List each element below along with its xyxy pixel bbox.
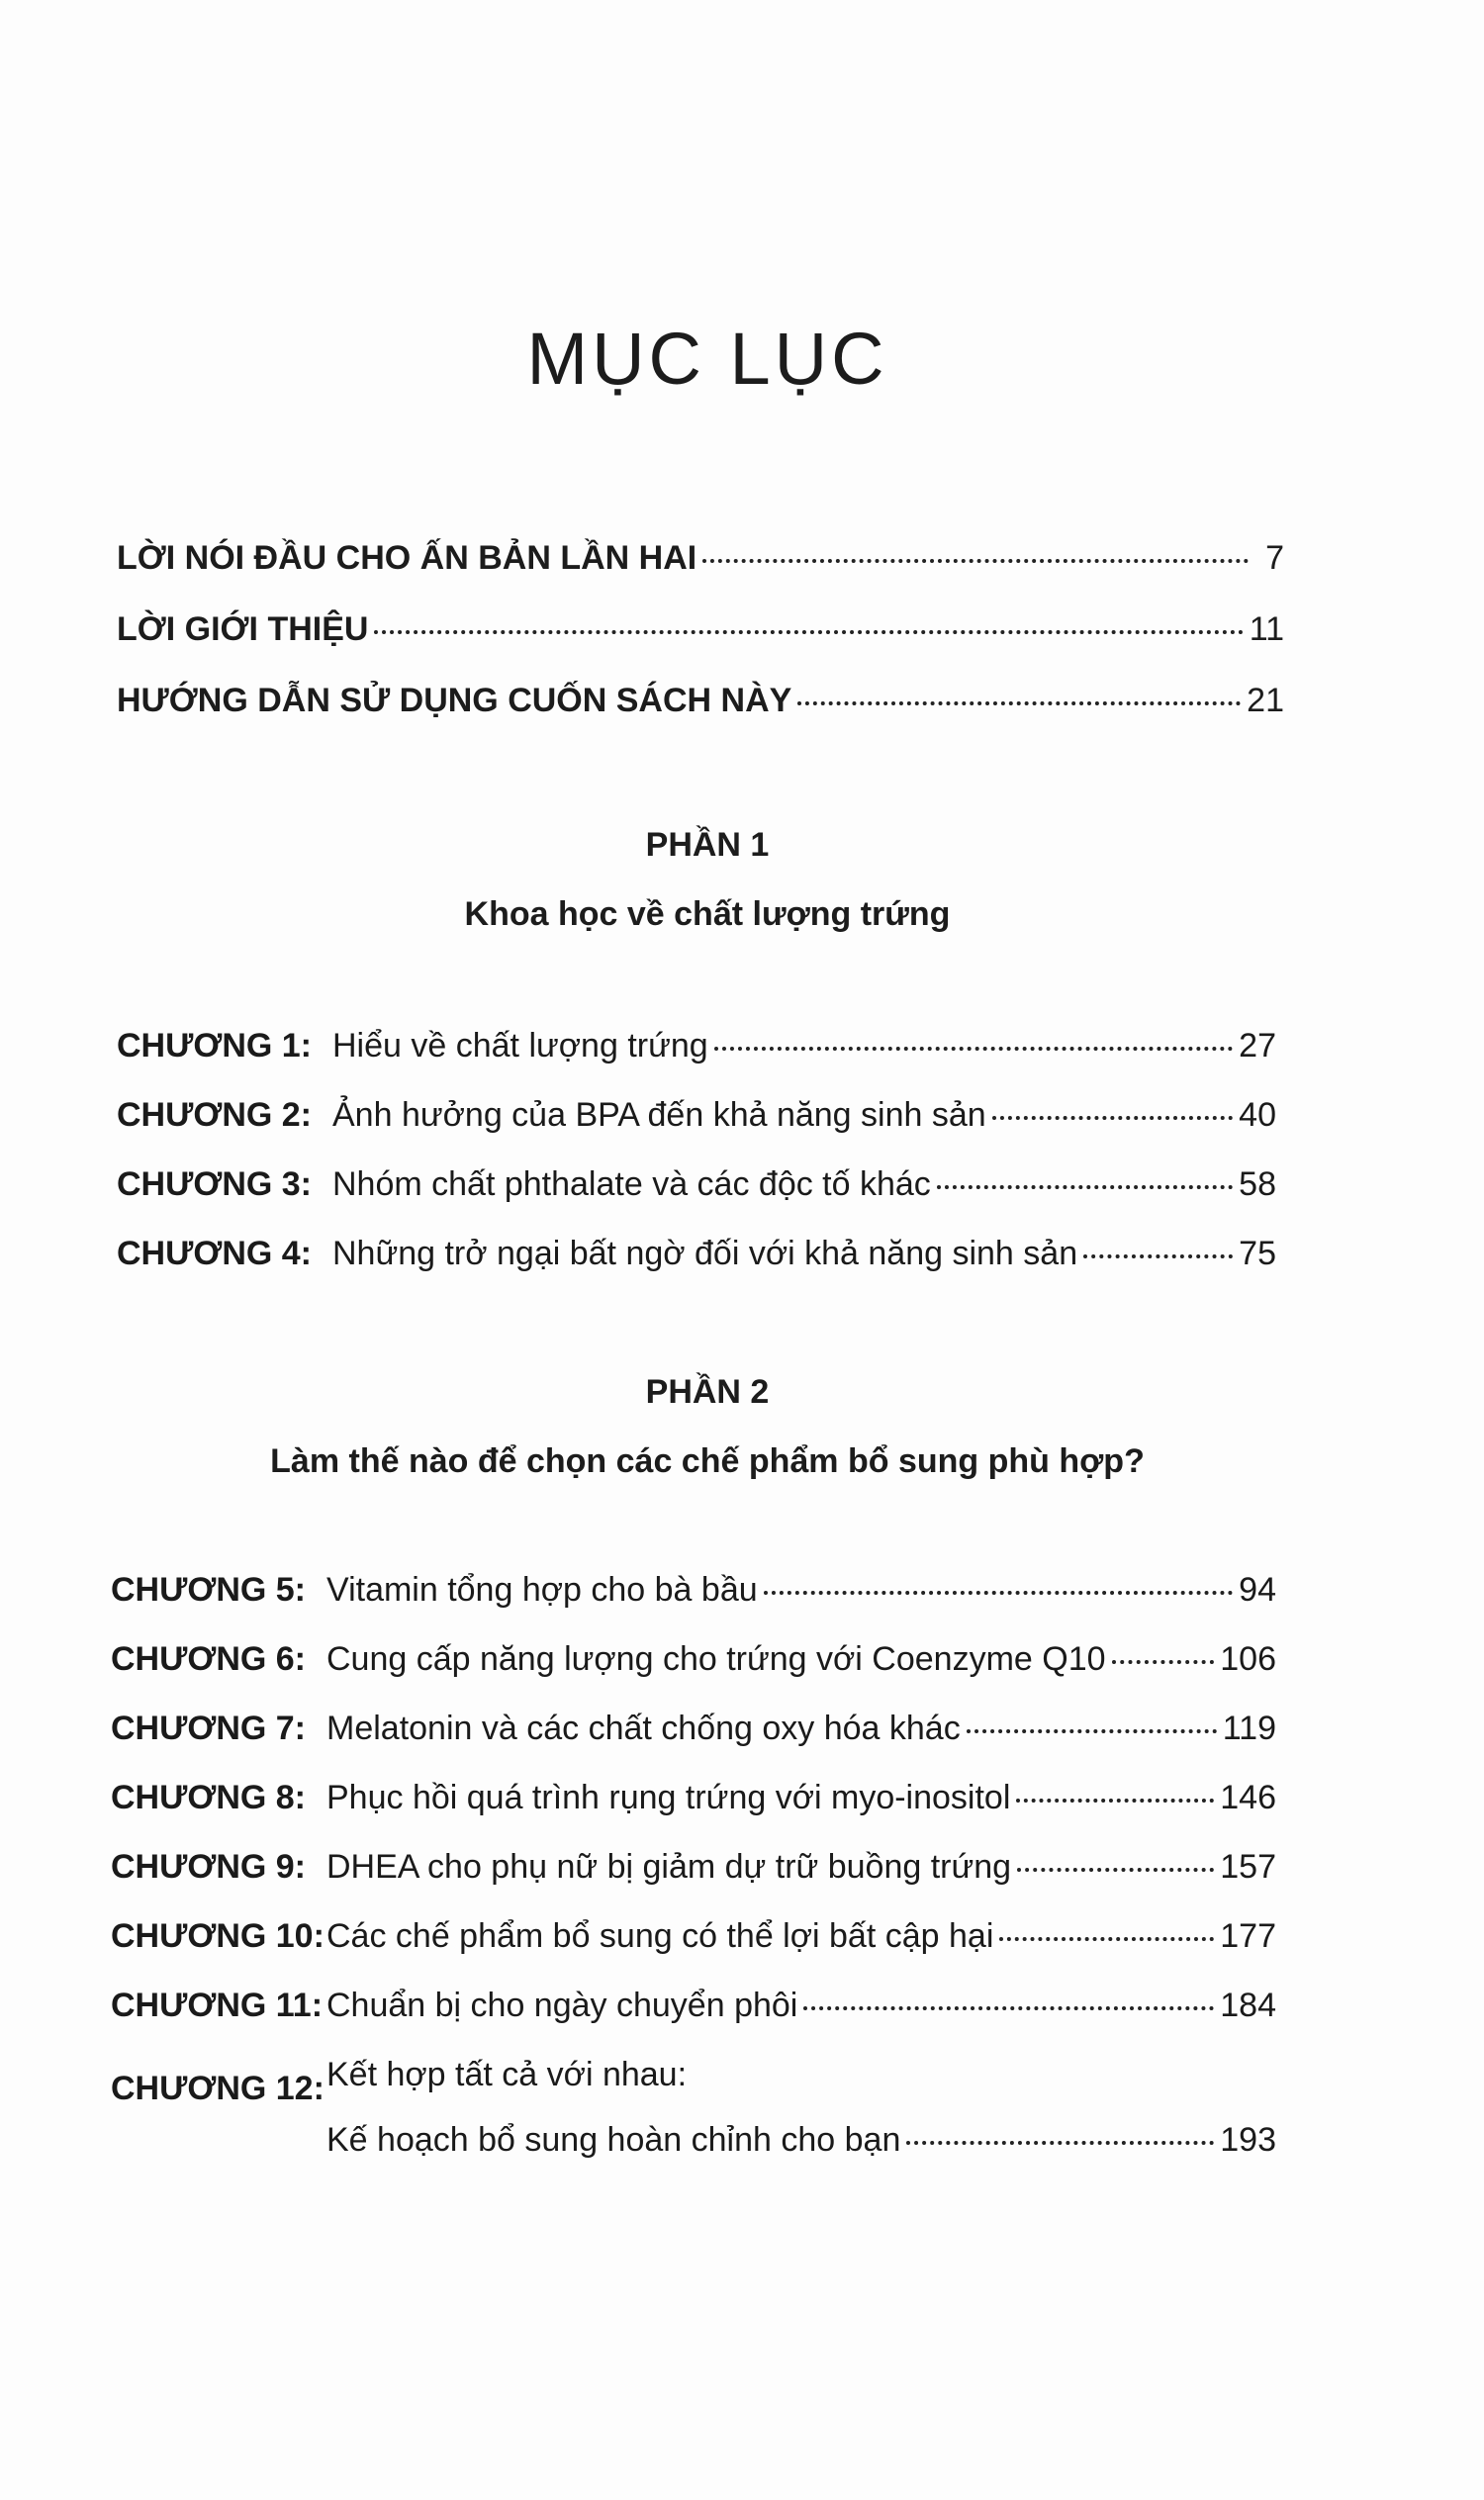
chapter-title: Melatonin và các chất chống oxy hóa khác bbox=[326, 1710, 961, 1747]
chapter-page: 184 bbox=[1220, 1987, 1276, 2024]
dot-leader bbox=[1017, 1868, 1214, 1872]
chapter-title: Kết hợp tất cả với nhau: bbox=[326, 2056, 688, 2093]
chapter-number: CHƯƠNG 10: bbox=[111, 1917, 325, 1955]
chapter-page: 75 bbox=[1239, 1235, 1276, 1272]
dot-leader bbox=[764, 1591, 1234, 1595]
chapter-title: Các chế phẩm bổ sung có thể lợi bất cập hại bbox=[326, 1917, 994, 1955]
chapter-title: Phục hồi quá trình rụng trứng với myo-inositol bbox=[326, 1779, 1011, 1816]
chapter-entry bbox=[111, 1571, 1276, 1640]
toc-entry-label: LỜI GIỚI THIỆU bbox=[117, 610, 369, 648]
part-1-label: PHẦN 1 bbox=[645, 826, 770, 864]
chapter-number: CHƯƠNG 7: bbox=[111, 1710, 306, 1747]
part-2-title: Làm thế nào để chọn các chế phẩm bổ sung phù hợp? bbox=[270, 1442, 1145, 1480]
dot-leader bbox=[702, 559, 1249, 563]
chapter-entry bbox=[111, 1779, 1276, 1848]
chapter-title: Chuẩn bị cho ngày chuyển phôi bbox=[326, 1987, 798, 2024]
chapter-title: Những trở ngại bất ngờ đối với khả năng sinh sản bbox=[332, 1235, 1078, 1272]
chapter-number: CHƯƠNG 2: bbox=[117, 1096, 312, 1134]
chapter-entry bbox=[111, 1640, 1276, 1710]
chapter-page: 40 bbox=[1239, 1096, 1276, 1134]
dot-leader bbox=[906, 2141, 1214, 2145]
chapter-number: CHƯƠNG 5: bbox=[111, 1571, 306, 1609]
toc-entry bbox=[117, 539, 1284, 610]
part-1-title: Khoa học về chất lượng trứng bbox=[464, 895, 951, 933]
chapter-title: Cung cấp năng lượng cho trứng với Coenzyme Q10 bbox=[326, 1640, 1106, 1678]
dot-leader bbox=[803, 2006, 1214, 2010]
chapter-number: CHƯƠNG 12: bbox=[111, 2070, 325, 2107]
chapter-page: 106 bbox=[1220, 1640, 1276, 1678]
chapter-page: 146 bbox=[1220, 1779, 1276, 1816]
part-1-chapter-list bbox=[117, 1027, 1276, 1304]
chapter-page: 58 bbox=[1239, 1165, 1276, 1203]
chapter-page: 94 bbox=[1239, 1571, 1276, 1609]
chapter-entry bbox=[117, 1235, 1276, 1304]
dot-leader bbox=[992, 1116, 1233, 1120]
chapter-number: CHƯƠNG 4: bbox=[117, 1235, 312, 1272]
chapter-title: DHEA cho phụ nữ bị giảm dự trữ buồng trứng bbox=[326, 1848, 1012, 1886]
toc-entry-label: HƯỚNG DẪN SỬ DỤNG CUỐN SÁCH NÀY bbox=[117, 682, 792, 719]
chapter-entry bbox=[111, 1987, 1276, 2056]
dot-leader bbox=[1083, 1254, 1233, 1258]
toc-entry bbox=[117, 610, 1284, 682]
dot-leader bbox=[937, 1185, 1233, 1189]
chapter-entry bbox=[117, 1096, 1276, 1165]
chapter-title: Ảnh hưởng của BPA đến khả năng sinh sản bbox=[332, 1096, 986, 1134]
chapter-entry bbox=[111, 1848, 1276, 1917]
chapter-entry bbox=[117, 1165, 1276, 1235]
chapter-title: Nhóm chất phthalate và các độc tố khác bbox=[332, 1165, 931, 1203]
dot-leader bbox=[374, 630, 1243, 634]
chapter-page: 27 bbox=[1239, 1027, 1276, 1065]
chapter-entry bbox=[111, 2056, 1276, 2186]
chapter-title: Hiểu về chất lượng trứng bbox=[332, 1027, 708, 1065]
chapter-number: CHƯƠNG 3: bbox=[117, 1165, 312, 1203]
chapter-number: CHƯƠNG 8: bbox=[111, 1779, 306, 1816]
chapter-subtitle: Kế hoạch bổ sung hoàn chỉnh cho bạn bbox=[326, 2121, 901, 2159]
chapter-page: 177 bbox=[1220, 1917, 1276, 1955]
chapter-entry bbox=[111, 1710, 1276, 1779]
toc-entry-page: 21 bbox=[1247, 682, 1284, 719]
toc-entry-page: 11 bbox=[1249, 610, 1284, 648]
part-2-chapter-list bbox=[111, 1571, 1276, 2186]
chapter-page: 193 bbox=[1220, 2121, 1276, 2159]
chapter-number: CHƯƠNG 6: bbox=[111, 1640, 306, 1678]
chapter-number: CHƯƠNG 11: bbox=[111, 1987, 324, 2024]
chapter-number: CHƯƠNG 1: bbox=[117, 1027, 312, 1065]
chapter-entry bbox=[117, 1027, 1276, 1096]
toc-entry bbox=[117, 682, 1284, 753]
dot-leader bbox=[714, 1047, 1234, 1051]
part-2-label: PHẦN 2 bbox=[645, 1373, 770, 1411]
dot-leader bbox=[1112, 1660, 1215, 1664]
dot-leader bbox=[999, 1937, 1214, 1941]
chapter-title: Vitamin tổng hợp cho bà bầu bbox=[326, 1571, 758, 1609]
dot-leader bbox=[967, 1729, 1217, 1733]
chapter-entry bbox=[111, 1917, 1276, 1987]
toc-entry-page: 7 bbox=[1265, 539, 1284, 577]
page-title: MỤC LỤC bbox=[526, 318, 888, 400]
toc-entry-label: LỜI NÓI ĐẦU CHO ẤN BẢN LẦN HAI bbox=[117, 539, 697, 577]
chapter-page: 157 bbox=[1220, 1848, 1276, 1886]
chapter-page: 119 bbox=[1222, 1710, 1276, 1747]
front-matter-list bbox=[117, 539, 1284, 753]
chapter-number: CHƯƠNG 9: bbox=[111, 1848, 306, 1886]
dot-leader bbox=[797, 701, 1241, 705]
dot-leader bbox=[1016, 1799, 1214, 1803]
